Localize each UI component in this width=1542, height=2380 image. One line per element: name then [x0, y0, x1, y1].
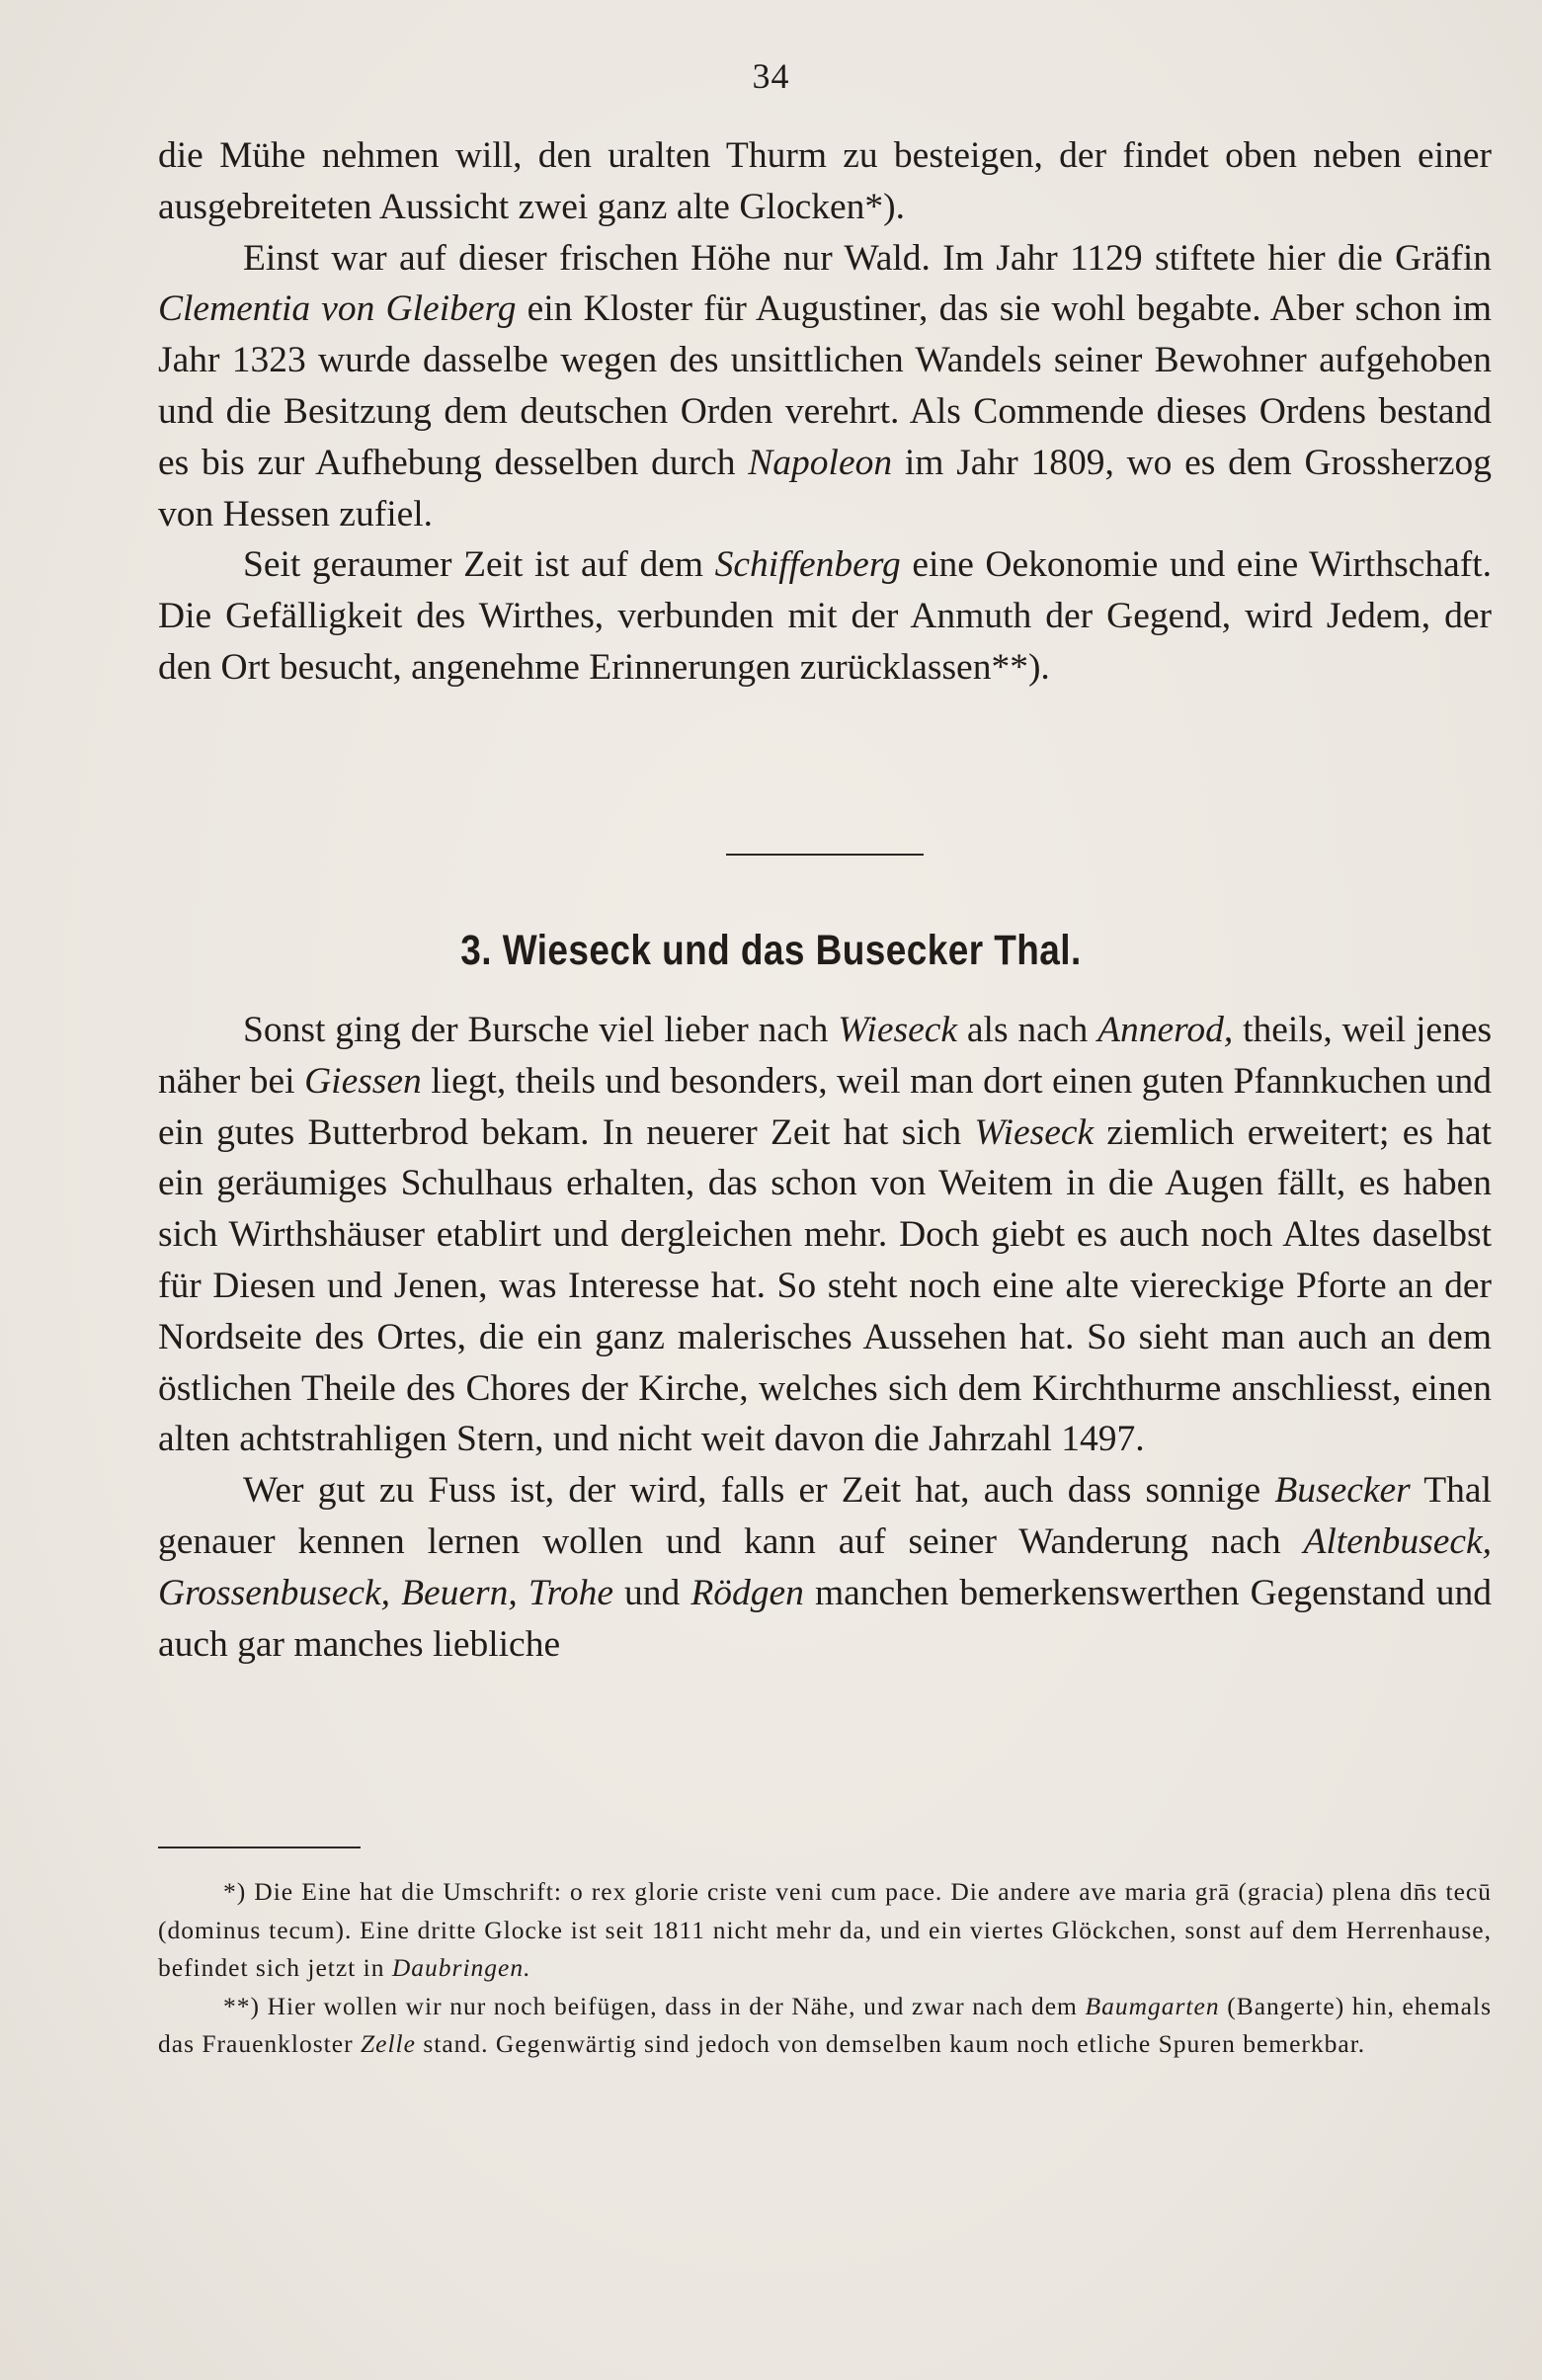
paragraph-text: Einst war auf dieser frischen Höhe nur Wald. Im Jahr 1129 stiftete hier die Gräfin [243, 237, 1492, 279]
footnote-text: stand. Gegenwärtig sind jedoch von demselben kaum noch etliche Spuren bemerkbar. [423, 2029, 1366, 2058]
paragraph-text: eine Oekonomie und eine Wirthschaft. Die Gefälligkeit des Wirthes, verbunden mit der Anmuth der Gegend, wird Jedem, der den Ort besucht, angenehme Erinnerungen zurücklassen**). [158, 544, 1493, 688]
paragraph-text: im Jahr 1809, wo es dem Grossherzog von Hessen zufiel. [158, 442, 1493, 534]
section-heading: 3. Wieseck und das Busecker Thal. [460, 927, 1082, 974]
paragraph-text: als nach [966, 1010, 1089, 1050]
paragraph-text: ziemlich erweitert; es hat ein geräumiges Schulhaus erhalten, das schon von Weitem in die Augen fällt, es haben sich Wirthshäuser etablirt und dergleichen mehr. Doch giebt es auch noch Altes daselbst für Diesen und Jenen, was Interesse hat. So steht noch eine alte viereckige Pforte an der Nordseite des Ortes, die ein ganz malerisches Aussehen hat. So sieht man auch an dem östlichen Theile des Chores der Kirche, welches sich dem Kirchthurme anschliesst, einen alten achtstrahligen Stern, und nicht weit davon die Jahrzahl 1497. [158, 1111, 1493, 1460]
place-name: Baumgarten [1085, 1991, 1220, 2020]
place-name: Rödgen [690, 1572, 804, 1613]
place-name: Schiffenberg [714, 544, 901, 586]
place-name: Busecker [1274, 1470, 1411, 1512]
section-2-body [158, 1005, 1492, 1670]
footnotes [158, 1873, 1492, 2064]
paragraph-text: und [624, 1572, 681, 1613]
paragraph-text: Thal genauer kennen lernen wollen und kann auf seiner Wanderung nach [158, 1470, 1492, 1562]
place-name: Giessen [304, 1060, 422, 1102]
place-name: Beuern, [401, 1572, 518, 1613]
place-name: Grossenbuseck, [158, 1572, 391, 1613]
footnote-text: **) Hier wollen wir nur noch beifügen, dass in der Nähe, und zwar nach dem [223, 1991, 1078, 2020]
paragraph-text: liegt, theils und besonders, weil man dort einen guten Pfannkuchen und ein gutes Butterbrod bekam. In neuerer Zeit hat sich [158, 1060, 1493, 1153]
paragraph-text: Sonst ging der Bursche viel lieber nach [243, 1010, 829, 1050]
footnote-text: (Bangerte) hin, ehemals das Frauenkloster [158, 1991, 1492, 2058]
paragraph-busecker-thal [158, 1465, 1492, 1670]
place-name: Wieseck [838, 1010, 958, 1050]
footnote-1 [158, 1873, 1492, 1988]
paragraph-present [158, 539, 1492, 693]
page-number: 34 [752, 56, 790, 96]
paragraph-history [158, 233, 1492, 540]
section-divider [726, 854, 924, 856]
place-name: Altenbuseck, [1303, 1520, 1493, 1562]
place-name: Wieseck [974, 1111, 1095, 1153]
paragraph-wieseck [158, 1005, 1492, 1465]
section-1-body [158, 130, 1492, 694]
place-name: Annerod, [1097, 1010, 1234, 1050]
footnote-divider [158, 1847, 361, 1848]
paragraph-continued: die Mühe nehmen will, den uralten Thurm zu besteigen, der findet oben neben einer ausgebreiteten Aussicht zwei ganz alte Glocken*). [158, 135, 1492, 227]
person-name: Clementia von Gleiberg [158, 288, 517, 330]
paragraph-text: ein Kloster für Augustiner, das sie wohl begabte. Aber schon im Jahr 1323 wurde dasselbe wegen des unsittlichen Wandels seiner Bewohner aufgehoben und die Besitzung dem deutschen Orden verehrt. Als Commende dieses Ordens bestand es bis zur Aufhebung desselben durch [158, 288, 1492, 483]
place-name: Daubringen. [391, 1953, 531, 1982]
paragraph-text: Seit geraumer Zeit ist auf dem [243, 544, 704, 586]
footnote-text: *) Die Eine hat die Umschrift: o rex glorie criste veni cum pace. Die andere ave maria grā (gracia) plena dn̄s tecū (dominus tecum). Eine dritte Glocke ist seit 1811 nicht mehr da, und ein viertes Glöckchen, sonst auf dem Herrenhause, befindet sich jetzt in [158, 1877, 1492, 1982]
place-name: Trohe [528, 1572, 613, 1613]
paragraph-text: Wer gut zu Fuss ist, der wird, falls er Zeit hat, auch dass sonnige [243, 1470, 1261, 1512]
footnote-2 [158, 1988, 1492, 2064]
person-name: Napoleon [748, 442, 893, 483]
paragraph-text: manchen bemerkenswerthen Gegenstand und auch gar manches liebliche [158, 1572, 1492, 1665]
paragraph-text: theils, weil jenes näher bei [158, 1010, 1493, 1102]
place-name: Zelle [360, 2029, 416, 2058]
